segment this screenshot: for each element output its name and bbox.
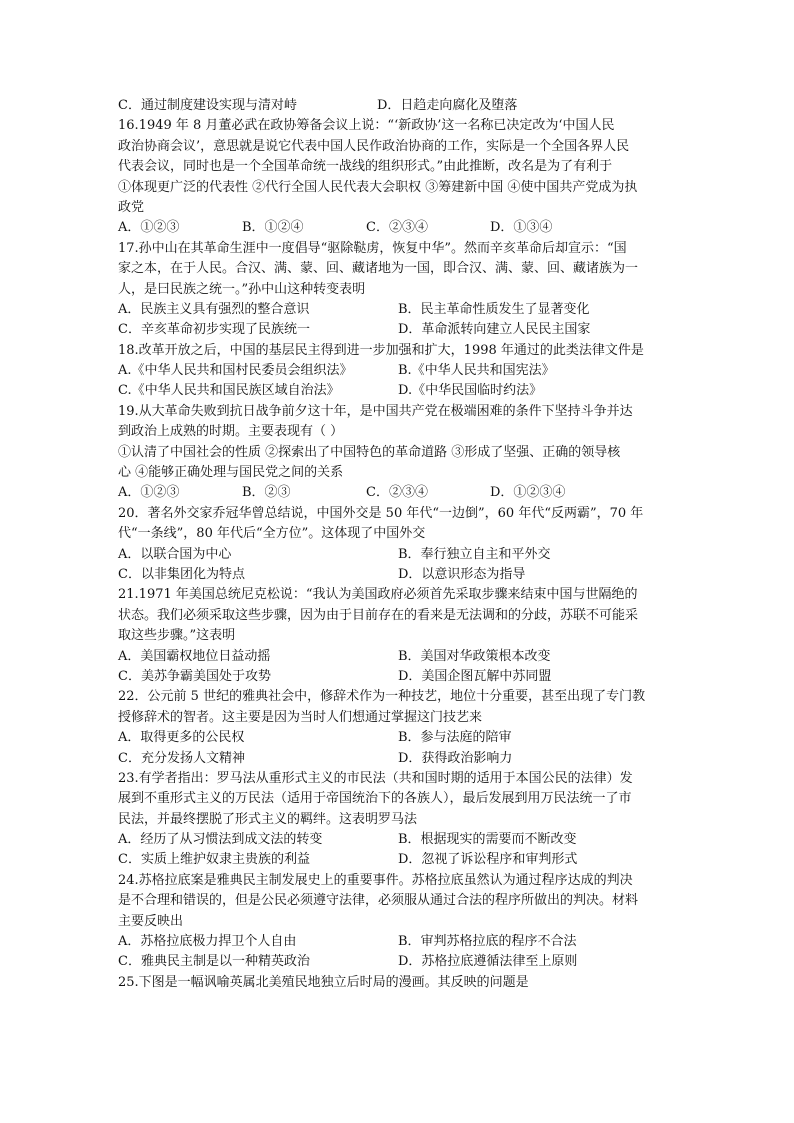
option-b: B．审判苏格拉底的程序不合法 (398, 934, 577, 950)
question-17-options (118, 320, 678, 340)
option-b: B．根据现实的需要而不断改变 (398, 832, 577, 848)
question-19-stem: 到政治上成熟的时期。主要表现有（ ） (118, 424, 344, 440)
question-23-stem: 民法，并最终摆脱了形式主义的羁绊。这表明罗马法 (118, 811, 418, 827)
option-a: A．民族主义具有强烈的整合意识 (118, 301, 310, 317)
option-d: D．①③④ (490, 220, 553, 236)
option-d: D．以意识形态为指导 (398, 566, 526, 582)
question-19-items: 心 ④能够正确处理与国民党之间的关系 (118, 465, 344, 481)
question-24-stem: 24.苏格拉底案是雅典民主制发展史上的重要事件。苏格拉底虽然认为通过程序达成的判决 (118, 872, 633, 888)
question-16-items: 政党 (118, 199, 145, 215)
question-23-options (118, 850, 678, 870)
option-a: A．①②③ (118, 485, 180, 501)
question-22-options (118, 728, 678, 748)
question-20-stem: 20．著名外交家乔冠华曾总结说，中国外交是 50 年代“一边倒”，60 年代“反两霸”，70 年 (118, 505, 644, 521)
question-16-stem: 代表会议，同时也是一个全国革命统一战线的组织形式。”由此推断，改名是为了有利于 (118, 159, 613, 175)
option-b: B．参与法庭的陪审 (398, 730, 512, 746)
option-c: C．②③④ (366, 485, 428, 501)
question-18-options (118, 361, 678, 381)
question-16-stem: 16.1949 年 8 月董必武在政协筹备会议上说：“‘新政协’这一名称已决定改为‘中国人民 (118, 118, 615, 134)
question-23-options (118, 830, 678, 850)
question-23-stem: 展到不重形式主义的万民法（适用于帝国统治下的各族人），最后发展到用万民法统一了市 (118, 791, 632, 807)
option-c: C．充分发扬人文精神 (118, 750, 245, 766)
question-24-options (118, 932, 678, 952)
option-line (118, 96, 678, 116)
option-b: B．民主革命性质发生了显著变化 (398, 301, 590, 317)
option-d: D.《中华民国临时约法》 (398, 383, 543, 399)
option-d: D．获得政治影响力 (398, 750, 513, 766)
question-17-stem: 17.孙中山在其革命生涯中一度倡导“驱除鞑虏，恢复中华”。然而辛亥革命后却宣示：“国 (118, 240, 627, 256)
option-a: A．苏格拉底极力捍卫个人自由 (118, 934, 297, 950)
option-c: C．美苏争霸美国处于攻势 (118, 668, 271, 684)
question-22-stem: 22．公元前 5 世纪的雅典社会中，修辞术作为一种技艺，地位十分重要，甚至出现了专门教 (118, 689, 646, 705)
question-24-stem: 主要反映出 (118, 913, 184, 929)
option-a: A．①②③ (118, 220, 180, 236)
option-a: A．以联合国为中心 (118, 546, 232, 562)
option-b: B．②③ (242, 485, 291, 501)
exam-page (118, 96, 678, 993)
question-16-options (118, 218, 678, 238)
option-d: D．革命派转向建立人民民主国家 (398, 322, 591, 338)
question-16-stem: 政治协商会议’，意思就是说它代表中国人民作政治协商的工作，实际是一个全国各界人民 (118, 138, 630, 154)
option-d: D．苏格拉底遵循法律至上原则 (398, 954, 578, 970)
option-d: D．①②③④ (490, 485, 566, 501)
question-19-items: ①认清了中国社会的性质 ②探索出了中国特色的革命道路 ③形成了坚强、正确的领导核 (118, 444, 621, 460)
option-b: B．①②④ (242, 220, 304, 236)
question-20-options (118, 565, 678, 585)
option-d: D．美国企图瓦解中苏同盟 (398, 668, 552, 684)
question-21-options (118, 647, 678, 667)
option-a: A.《中华人民共和国村民委员会组织法》 (118, 363, 353, 379)
question-19-stem: 19.从大革命失败到抗日战争前夕这十年，是中国共产党在极端困难的条件下坚持斗争并达 (118, 403, 633, 419)
option-c-15: C．通过制度建设实现与清对峙 (118, 98, 297, 113)
question-21-options (118, 667, 678, 687)
question-21-stem: 21.1971 年美国总统尼克松说：“我认为美国政府必须首先采取步骤来结束中国与世隔绝的 (118, 587, 638, 603)
option-a: A．经历了从习惯法到成文法的转变 (118, 832, 323, 848)
option-c: C．②③④ (366, 220, 428, 236)
question-17-stem: 家之本，在于人民。合汉、满、蒙、回、藏诸地为一国，即合汉、满、蒙、回、藏诸族为一 (118, 261, 639, 277)
option-c: C.《中华人民共和国民族区域自治法》 (118, 383, 340, 399)
question-17-stem: 人，是曰民族之统一。”孙中山这种转变表明 (118, 281, 366, 297)
question-16-items: ①体现更广泛的代表性 ②代行全国人民代表大会职权 ③筹建新中国 ④使中国共产党成为执 (118, 179, 638, 195)
question-24-options (118, 952, 678, 972)
option-d: D．忽视了诉讼程序和审判形式 (398, 852, 578, 868)
option-c: C．以非集团化为特点 (118, 566, 245, 582)
option-b: B．美国对华政策根本改变 (398, 648, 551, 664)
question-21-stem: 状态。我们必须采取这些步骤，因为由于目前存在的看来是无法调和的分歧，苏联不可能采 (118, 607, 639, 623)
option-c: C．实质上维护奴隶主贵族的利益 (118, 852, 310, 868)
question-25-stem: 25.下图是一幅讽喻英属北美殖民地独立后时局的漫画。其反映的问题是 (118, 974, 529, 990)
question-19-options (118, 483, 678, 503)
question-17-options (118, 300, 678, 320)
option-a: A．美国霸权地位日益动摇 (118, 648, 271, 664)
question-21-stem: 取这些步骤。”这表明 (118, 628, 236, 644)
question-18-stem: 18.改革开放之后，中国的基层民主得到进一步加强和扩大，1998 年通过的此类法律文件是 (118, 342, 644, 358)
option-a: A．取得更多的公民权 (118, 730, 245, 746)
question-20-options (118, 545, 678, 565)
option-c: C．雅典民主制是以一种精英政治 (118, 954, 310, 970)
question-22-options (118, 749, 678, 769)
option-b: B.《中华人民共和国宪法》 (398, 363, 555, 379)
option-c: C．辛亥革命初步实现了民族统一 (118, 322, 310, 338)
option-d-15: D．日趋走向腐化及堕落 (376, 98, 518, 113)
question-24-stem: 是不合理和错误的，但是公民必须遵守法律，必须服从通过合法的程序所做出的判决。材料 (118, 893, 639, 909)
question-20-stem: 代“一条线”，80 年代后“全方位”。这体现了中国外交 (118, 526, 426, 542)
question-22-stem: 授修辞术的智者。这主要是因为当时人们想通过掌握这门技艺来 (118, 709, 483, 725)
question-18-options (118, 381, 678, 401)
question-23-stem: 23.有学者指出：罗马法从重形式主义的市民法（共和国时期的适用于本国公民的法律）发 (118, 770, 633, 786)
option-b: B．奉行独立自主和平外交 (398, 546, 551, 562)
